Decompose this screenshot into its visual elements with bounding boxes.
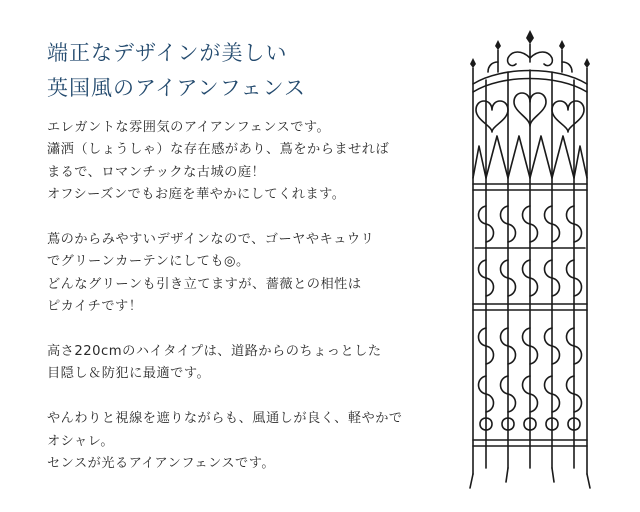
vertical-bars bbox=[486, 70, 574, 468]
headline bbox=[47, 36, 306, 106]
text-line: エレガントな雰囲気のアイアンフェンスです。 bbox=[47, 120, 331, 135]
text-line: でグリーンカーテンにしても◎。 bbox=[47, 254, 250, 270]
paragraph-2 bbox=[47, 229, 457, 319]
text-line: まるで、ロマンチックな古城の庭！ bbox=[47, 164, 266, 180]
paragraph-3 bbox=[47, 341, 457, 386]
text-line: 瀟洒（しょうしゃ）な存在感があり、蔦をからませれば bbox=[47, 142, 390, 158]
description bbox=[47, 117, 457, 498]
text-line: 蔦のからみやすいデザインなので、ゴーヤやキュウリ bbox=[47, 232, 375, 248]
iron-fence-illustration-icon bbox=[462, 28, 598, 498]
text-line: 目隠し＆防犯に最適です。 bbox=[47, 366, 211, 382]
text-line: オシャレ。 bbox=[47, 433, 115, 449]
text-line: どんなグリーンも引き立てますが、薔薇との相性は bbox=[47, 276, 362, 292]
text-line: 高さ220cmのハイタイプは、道路からのちょっとした bbox=[47, 344, 382, 360]
text-line: センスが光るアイアンフェンスです。 bbox=[47, 456, 276, 472]
headline-line-2: 英国風のアイアンフェンス bbox=[47, 76, 306, 100]
headline-line-1: 端正なデザインが美しい bbox=[47, 41, 288, 65]
text-line: オフシーズンでもお庭を華やかにしてくれます。 bbox=[47, 187, 346, 203]
paragraph-1 bbox=[47, 117, 457, 207]
paragraph-4 bbox=[47, 408, 457, 475]
text-line: やんわりと視線を遮りながらも、風通しが良く、軽やかで bbox=[47, 411, 403, 427]
text-line: ピカイチです！ bbox=[47, 299, 143, 315]
iron-fence-image bbox=[462, 28, 598, 498]
